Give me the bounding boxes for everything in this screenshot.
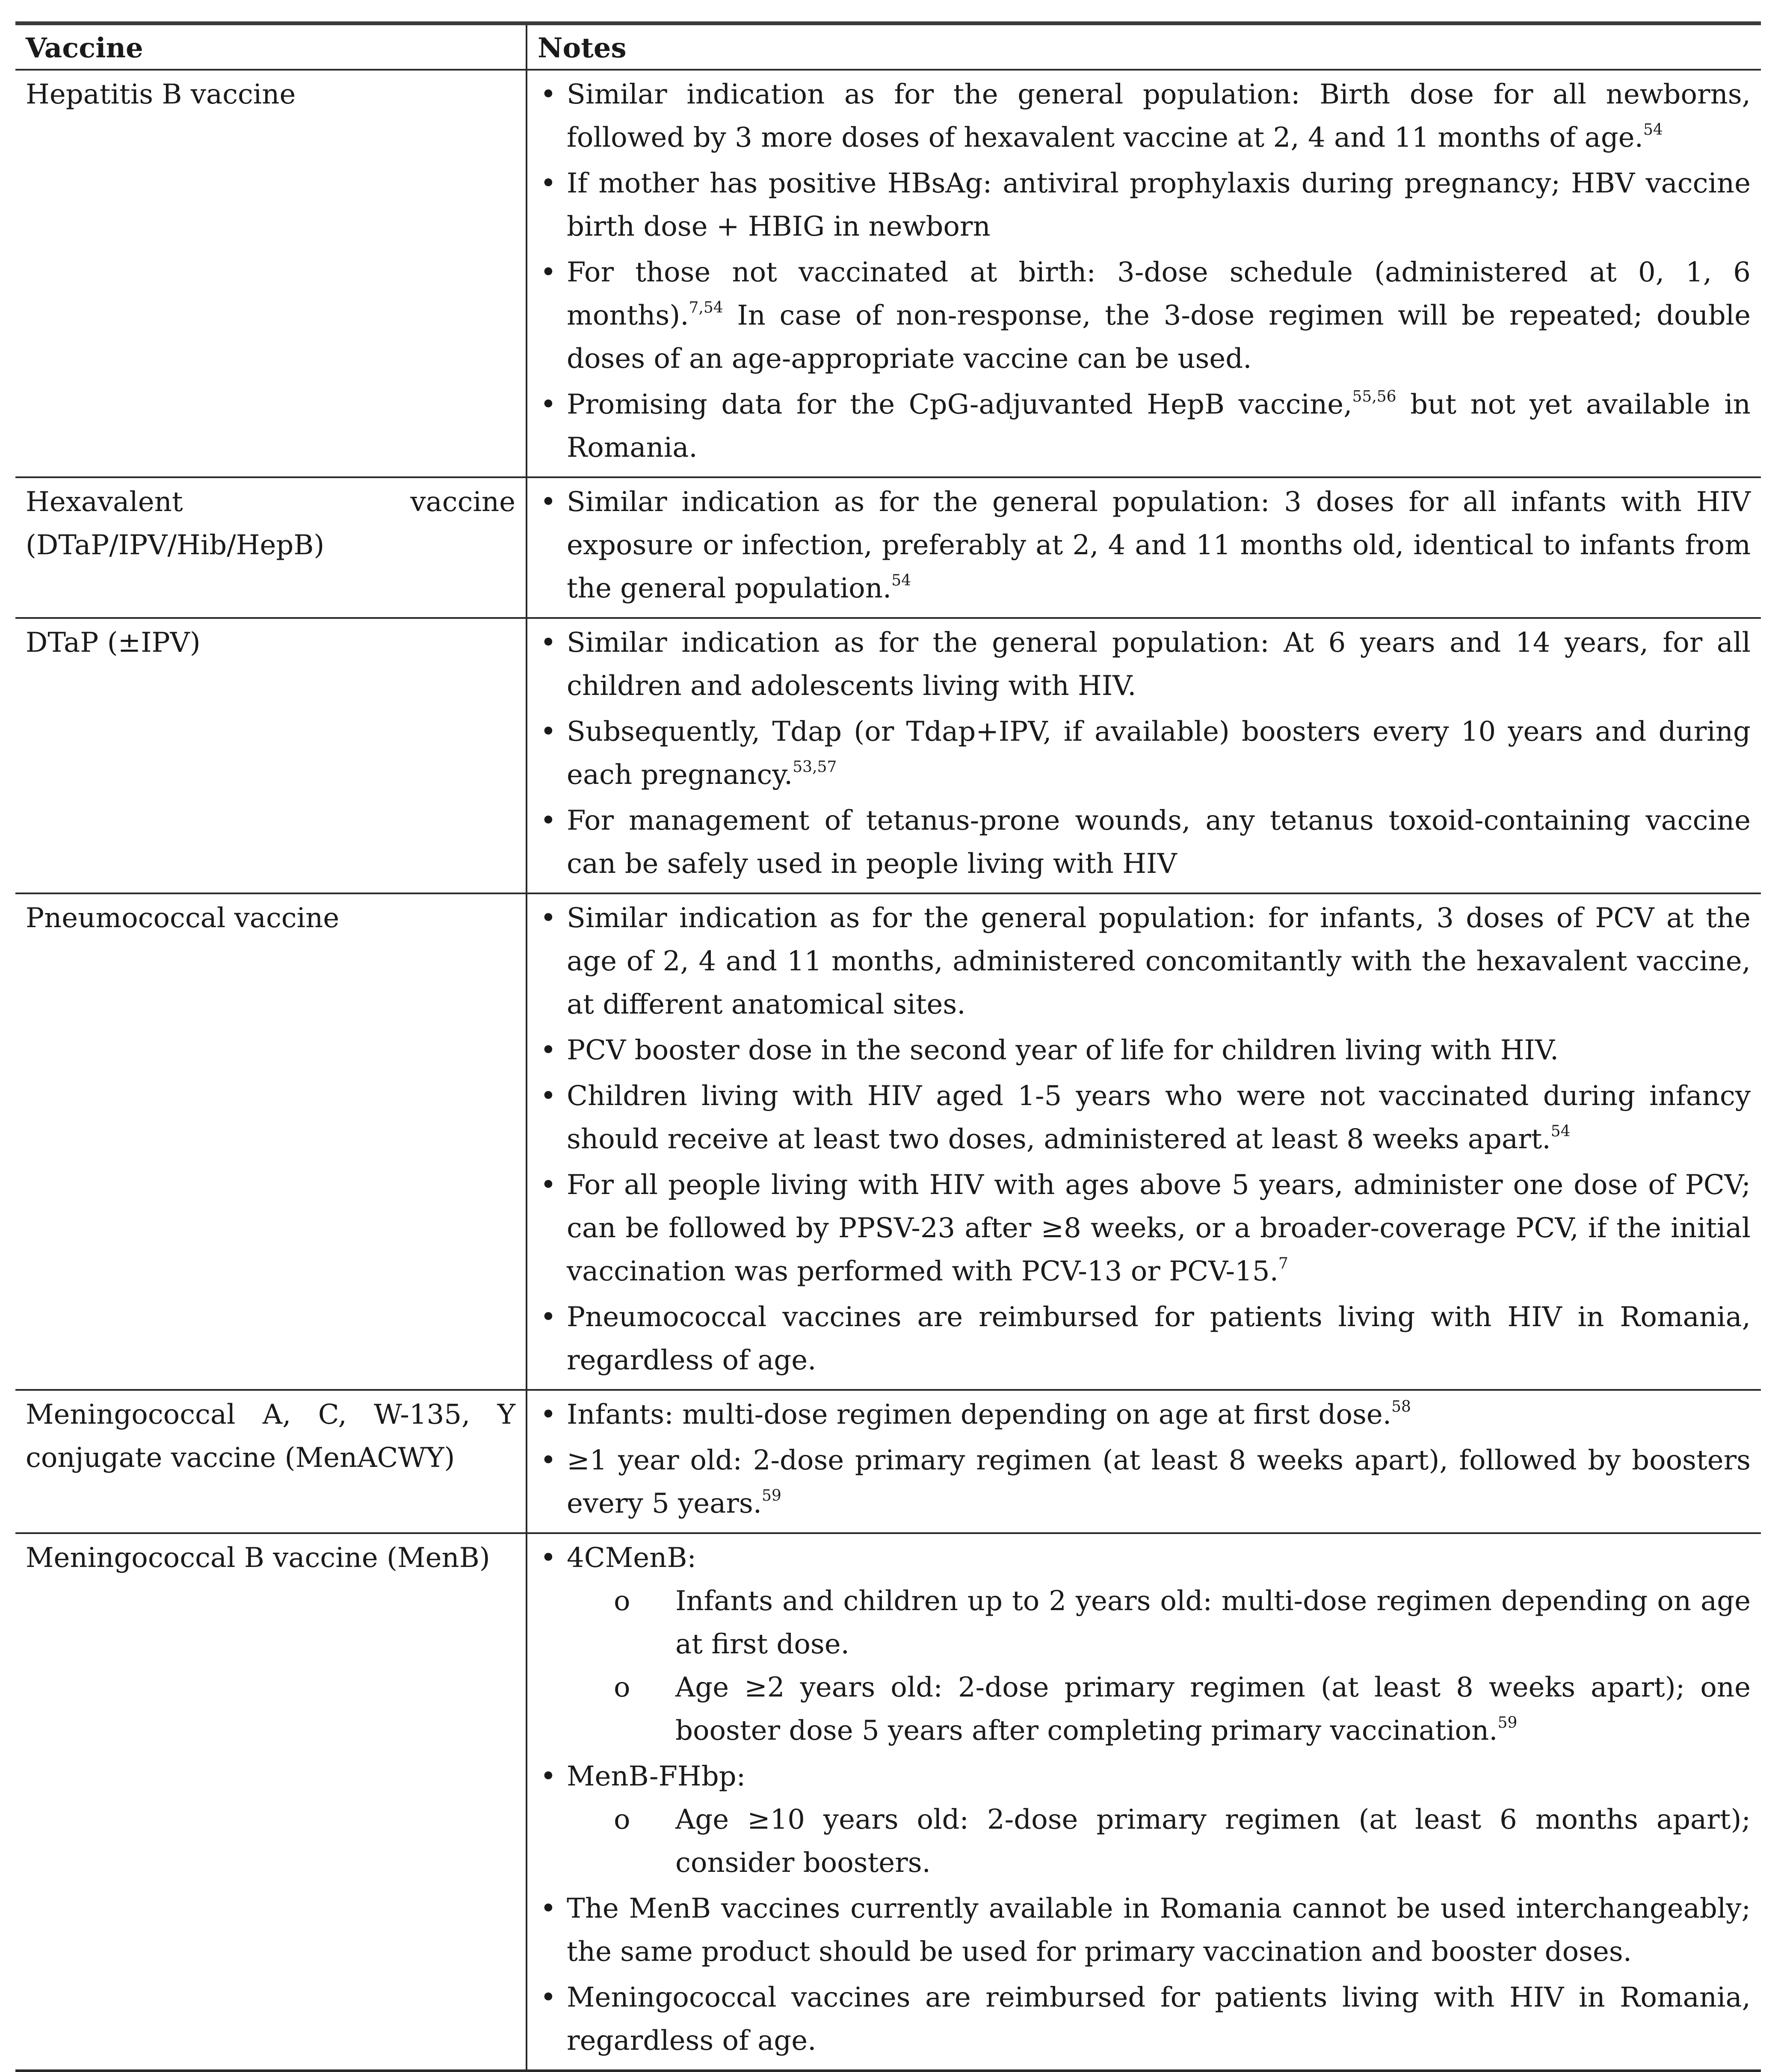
list-item: [538, 251, 1751, 381]
note-text: The MenB vaccines currently available in Romania cannot be used interchangeably; the same product should be used for primary vaccination and booster doses.: [567, 1893, 1751, 1968]
vaccine-name-cell: Hexavalent vaccine (DTaP/IPV/Hib/HepB): [15, 477, 527, 618]
list-item: [538, 1029, 1751, 1072]
bullet-icon: •: [540, 1301, 556, 1333]
circle-bullet-icon: o: [614, 1804, 630, 1836]
sub-list-item: [567, 1580, 1751, 1666]
notes-cell: [527, 70, 1761, 477]
bullet-icon: •: [540, 902, 556, 934]
notes-cell: [527, 477, 1761, 618]
list-item: [538, 799, 1751, 886]
sub-list-item: [567, 1666, 1751, 1753]
note-text: PCV booster dose in the second year of life for children living with HIV.: [567, 1035, 1559, 1066]
note-text: Meningococcal vaccines are reimbursed for patients living with HIV in Romania, regardless of age.: [567, 1982, 1751, 2057]
note-text: Promising data for the CpG-adjuvanted HepB vaccine,: [567, 389, 1352, 420]
table-row: [15, 477, 1761, 618]
note-text: Similar indication as for the general population: for infants, 3 doses of PCV at the age of 2, 4 and 11 months, administered concomitantly with the hexavalent vaccine, at different anatomical sites.: [567, 902, 1751, 1020]
list-item: [538, 1537, 1751, 1753]
list-item: [538, 710, 1751, 797]
note-text: 4CMenB:: [567, 1542, 696, 1574]
bullet-icon: •: [540, 1761, 556, 1792]
note-text: Pneumococcal vaccines are reimbursed for patients living with HIV in Romania, regardless of age.: [567, 1301, 1751, 1376]
bullet-icon: •: [540, 1893, 556, 1924]
header-notes: Notes: [527, 24, 1761, 70]
citation-ref: 58: [1391, 1398, 1411, 1416]
circle-bullet-icon: o: [614, 1672, 630, 1703]
citation-ref: 7: [1278, 1255, 1288, 1272]
list-item: [538, 1755, 1751, 1885]
bullet-icon: •: [540, 627, 556, 659]
bullet-icon: •: [540, 168, 556, 199]
note-text: If mother has positive HBsAg: antiviral prophylaxis during pregnancy; HBV vaccine birth dose + HBIG in newborn: [567, 168, 1751, 242]
vaccine-table: [15, 21, 1761, 2072]
notes-list: [538, 897, 1751, 1382]
notes-cell: [527, 1533, 1761, 2071]
citation-ref: 55,56: [1352, 388, 1396, 405]
note-text: Infants and children up to 2 years old: multi-dose regimen depending on age at first dose.: [675, 1585, 1751, 1660]
bullet-icon: •: [540, 79, 556, 110]
list-item: [538, 162, 1751, 248]
list-item: [538, 1887, 1751, 1974]
list-item: [538, 1296, 1751, 1382]
bullet-icon: •: [540, 1080, 556, 1112]
note-text: Similar indication as for the general population: Birth dose for all newborns, followed by 3 more doses of hexavalent vaccine at 2, 4 and 11 months of age.: [567, 79, 1751, 154]
list-item: [538, 621, 1751, 708]
notes-cell: [527, 1390, 1761, 1533]
notes-list: [538, 73, 1751, 470]
bullet-icon: •: [540, 805, 556, 836]
note-text: Infants: multi-dose regimen depending on age at first dose.: [567, 1399, 1392, 1431]
list-item: [538, 481, 1751, 610]
vaccine-name-cell: Meningococcal B vaccine (MenB): [15, 1533, 527, 2071]
vaccine-name-cell: Pneumococcal vaccine: [15, 893, 527, 1390]
note-text-cont: In case of non-response, the 3-dose regimen will be repeated; double doses of an age-appropriate vaccine can be used.: [567, 300, 1751, 375]
bullet-icon: •: [540, 486, 556, 518]
table-header-row: [15, 24, 1761, 70]
note-text: Subsequently, Tdap (or Tdap+IPV, if available) boosters every 10 years and during each pregnancy.: [567, 716, 1751, 791]
vaccine-name-cell: DTaP (±IPV): [15, 618, 527, 893]
note-text: Similar indication as for the general population: At 6 years and 14 years, for all children and adolescents living with HIV.: [567, 627, 1751, 702]
note-text: Similar indication as for the general population: 3 doses for all infants with HIV exposure or infection, preferably at 2, 4 and 11 months old, identical to infants from the general population.: [567, 486, 1751, 604]
bullet-icon: •: [540, 1169, 556, 1201]
citation-ref: 54: [891, 572, 911, 589]
vaccine-name-cell: Meningococcal A, C, W-135, Y conjugate vaccine (MenACWY): [15, 1390, 527, 1533]
bullet-icon: •: [540, 1035, 556, 1066]
list-item: [538, 1393, 1751, 1437]
sub-list-item: [567, 1798, 1751, 1885]
citation-ref: 54: [1643, 121, 1663, 139]
notes-list: [538, 621, 1751, 886]
list-item: [538, 73, 1751, 160]
table-row: [15, 1390, 1761, 1533]
bullet-icon: •: [540, 257, 556, 288]
note-text: For all people living with HIV with ages above 5 years, administer one dose of PCV; can be followed by PPSV-23 after ≥8 weeks, or a broader-coverage PCV, if the initial vaccination was performed with PCV-13 or PCV-15.: [567, 1169, 1751, 1287]
note-text: MenB-FHbp:: [567, 1761, 746, 1792]
citation-ref: 54: [1550, 1123, 1571, 1140]
list-item: [538, 1976, 1751, 2063]
notes-cell: [527, 618, 1761, 893]
bullet-icon: •: [540, 389, 556, 420]
citation-ref: 53,57: [793, 758, 837, 776]
sub-list: [567, 1580, 1751, 1753]
list-item: [538, 383, 1751, 470]
document-page: [15, 21, 1761, 2072]
circle-bullet-icon: o: [614, 1585, 630, 1617]
list-item: [538, 1439, 1751, 1525]
note-text: For management of tetanus-prone wounds, any tetanus toxoid-containing vaccine can be safely used in people living with HIV: [567, 805, 1751, 880]
header-vaccine: Vaccine: [15, 24, 527, 70]
citation-ref: 59: [1497, 1714, 1518, 1732]
table-row: [15, 1533, 1761, 2071]
note-text: ≥1 year old: 2-dose primary regimen (at least 8 weeks apart), followed by boosters every 5 years.: [567, 1445, 1751, 1519]
note-text: For those not vaccinated at birth: 3-dose schedule (administered at 0, 1, 6 months).: [567, 257, 1751, 331]
vaccine-name-cell: Hepatitis B vaccine: [15, 70, 527, 477]
table-row: [15, 70, 1761, 477]
list-item: [538, 1164, 1751, 1293]
note-text: Age ≥2 years old: 2-dose primary regimen (at least 8 weeks apart); one booster dose 5 years after completing primary vaccination.: [675, 1672, 1751, 1747]
notes-list: [538, 1537, 1751, 2063]
table-row: [15, 618, 1761, 893]
table-row: [15, 893, 1761, 1390]
list-item: [538, 1075, 1751, 1161]
notes-cell: [527, 893, 1761, 1390]
note-text: Age ≥10 years old: 2-dose primary regimen (at least 6 months apart); consider boosters.: [675, 1804, 1751, 1879]
bullet-icon: •: [540, 716, 556, 748]
notes-list: [538, 481, 1751, 610]
bullet-icon: •: [540, 1982, 556, 2013]
citation-ref: 7,54: [689, 299, 723, 316]
bullet-icon: •: [540, 1542, 556, 1574]
list-item: [538, 897, 1751, 1026]
bullet-icon: •: [540, 1445, 556, 1476]
note-text: Children living with HIV aged 1-5 years who were not vaccinated during infancy should receive at least two doses, administered at least 8 weeks apart.: [567, 1080, 1751, 1155]
note-text-cont: but not yet available in Romania.: [567, 389, 1751, 464]
sub-list: [567, 1798, 1751, 1885]
notes-list: [538, 1393, 1751, 1525]
citation-ref: 59: [762, 1487, 781, 1504]
bullet-icon: •: [540, 1399, 556, 1431]
